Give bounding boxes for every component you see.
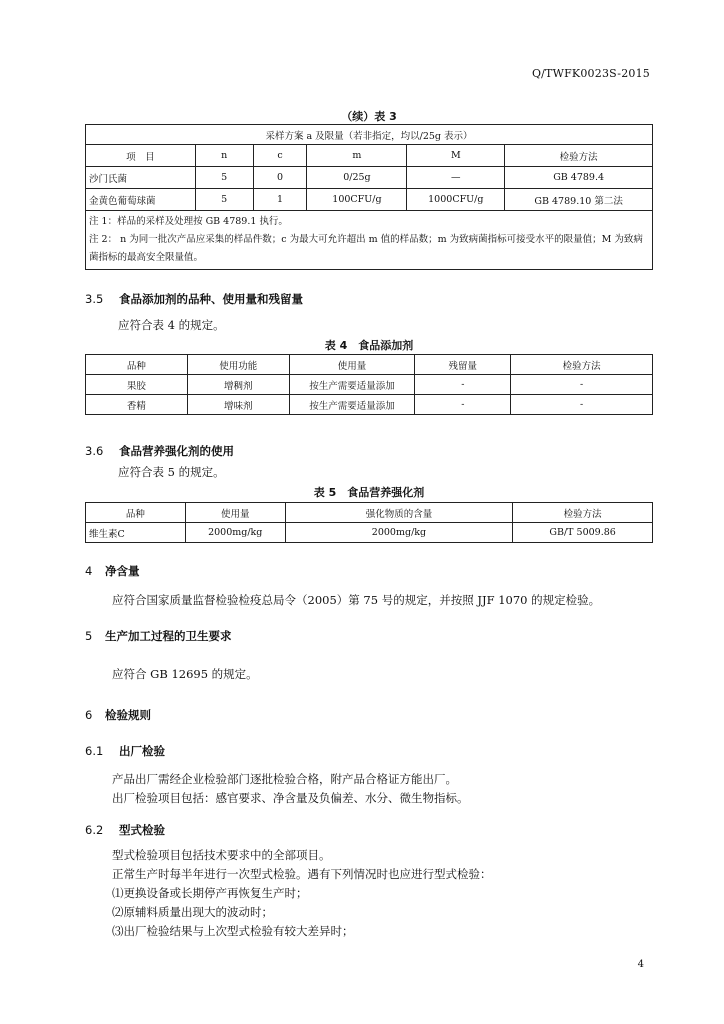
table-cell: 100CFU/g: [307, 189, 407, 211]
table4: [85, 354, 653, 415]
table4-col-residue: 残留量: [415, 355, 511, 375]
table5-col-variety: 品种: [86, 503, 186, 523]
table-cell: 5: [195, 167, 253, 189]
section-title: 出厂检验: [119, 744, 165, 758]
table4-col-variety: 品种: [86, 355, 188, 375]
table-row: [86, 523, 653, 543]
list-item: ⑶出厂检验结果与上次型式检验有较大差异时；: [112, 924, 354, 938]
table-cell: -: [511, 375, 653, 395]
table3-col-M: M: [407, 145, 505, 167]
table4-col-usage: 使用量: [289, 355, 415, 375]
table4-caption: 表 4 食品添加剂: [324, 339, 414, 352]
list-item: ⑵原辅料质量出现大的波动时；: [112, 905, 273, 919]
section-number: 6.2: [85, 823, 104, 837]
table-row: [86, 395, 653, 415]
section-title: 食品添加剂的品种、使用量和残留量: [119, 292, 303, 306]
section-3-6-text: 应符合表 5 的规定。: [118, 465, 225, 479]
section-6-heading: [85, 707, 151, 723]
paragraph-line: 型式检验项目包括技术要求中的全部项目。: [112, 848, 331, 862]
table5-col-content: 强化物质的含量: [285, 503, 513, 523]
section-6-2-body: [112, 846, 492, 941]
table5-col-method: 检验方法: [513, 503, 653, 523]
table-cell: 香精: [86, 395, 188, 415]
table4-col-function: 使用功能: [187, 355, 289, 375]
table3: [85, 124, 653, 270]
section-title: 型式检验: [119, 823, 165, 837]
table-cell: 0/25g: [307, 167, 407, 189]
section-3-6-heading: [85, 443, 234, 459]
section-title: 食品营养强化剂的使用: [119, 444, 234, 458]
section-number: 3.5: [85, 292, 104, 306]
table3-col-n: n: [195, 145, 253, 167]
table3-col-c: c: [253, 145, 307, 167]
list-item: ⑴更换设备或长期停产再恢复生产时；: [112, 886, 308, 900]
table-cell: 增味剂: [187, 395, 289, 415]
table-cell: 1: [253, 189, 307, 211]
table5-col-usage: 使用量: [185, 503, 285, 523]
table-row: [86, 375, 653, 395]
table3-col-m: m: [307, 145, 407, 167]
table-cell: -: [415, 395, 511, 415]
table-cell: GB 4789.4: [505, 167, 653, 189]
table-cell: 2000mg/kg: [185, 523, 285, 543]
table-cell: -: [415, 375, 511, 395]
table3-group-header: 采样方案 a 及限量（若非指定，均以/25g 表示）: [86, 125, 653, 145]
table3-note-1: 注 1：样品的采样及处理按 GB 4789.1 执行。: [89, 216, 288, 227]
table-row: [86, 189, 653, 211]
section-title: 生产加工过程的卫生要求: [105, 629, 232, 643]
table-cell: GB/T 5009.86: [513, 523, 653, 543]
table-row: [86, 167, 653, 189]
section-number: 5: [85, 629, 93, 643]
table4-col-method: 检验方法: [511, 355, 653, 375]
section-number: 3.6: [85, 444, 104, 458]
section-5-text: 应符合 GB 12695 的规定。: [112, 667, 258, 681]
table-cell: 金黄色葡萄球菌: [86, 189, 196, 211]
table-cell: 5: [195, 189, 253, 211]
table3-notes: [86, 211, 653, 270]
section-5-heading: [85, 628, 232, 644]
table5-header-row: [86, 503, 653, 523]
table-cell: 按生产需要适量添加: [289, 395, 415, 415]
table4-header-row: [86, 355, 653, 375]
table-cell: 2000mg/kg: [285, 523, 513, 543]
table5: [85, 502, 653, 543]
table-cell: 增稠剂: [187, 375, 289, 395]
table-cell: 1000CFU/g: [407, 189, 505, 211]
section-4-text: 应符合国家质量监督检验检疫总局令（2005）第 75 号的规定，并按照 JJF 1070 的规定检验。: [112, 593, 601, 607]
table3-caption: （续）表 3: [341, 110, 397, 123]
table3-col-method: 检验方法: [505, 145, 653, 167]
paragraph-line: 出厂检验项目包括：感官要求、净含量及负偏差、水分、微生物指标。: [112, 791, 469, 805]
section-number: 6: [85, 708, 93, 722]
section-title: 净含量: [105, 564, 140, 578]
section-number: 4: [85, 564, 93, 578]
section-number: 6.1: [85, 744, 104, 758]
table5-caption: 表 5 食品营养强化剂: [313, 486, 425, 499]
table3-header-row: [86, 145, 653, 167]
table-cell: 果胶: [86, 375, 188, 395]
section-3-5-heading: [85, 291, 303, 307]
table-cell: —: [407, 167, 505, 189]
section-6-1-heading: [85, 743, 165, 759]
table-cell: 维生素C: [86, 523, 186, 543]
paragraph-line: 正常生产时每半年进行一次型式检验。遇有下列情况时也应进行型式检验：: [112, 867, 492, 881]
section-3-5-text: 应符合表 4 的规定。: [118, 318, 225, 332]
section-6-2-heading: [85, 822, 165, 838]
table3-note-2: 注 2： n 为同一批次产品应采集的样品件数；c 为最大可允许超出 m 值的样品数；m 为致病菌指标可接受水平的限量值；M 为致病菌指标的最高安全限量值。: [89, 234, 643, 263]
table-cell: -: [511, 395, 653, 415]
section-6-1-body: [112, 770, 469, 808]
table3-col-item: 项 目: [86, 145, 196, 167]
table-cell: 0: [253, 167, 307, 189]
section-4-heading: [85, 563, 140, 579]
page-number: 4: [637, 959, 644, 970]
paragraph-line: 产品出厂需经企业检验部门逐批检验合格，附产品合格证方能出厂。: [112, 772, 457, 786]
table-cell: GB 4789.10 第二法: [505, 189, 653, 211]
section-title: 检验规则: [105, 708, 151, 722]
table-cell: 按生产需要适量添加: [289, 375, 415, 395]
document-code: Q/TWFK0023S-2015: [531, 67, 650, 80]
table-cell: 沙门氏菌: [86, 167, 196, 189]
